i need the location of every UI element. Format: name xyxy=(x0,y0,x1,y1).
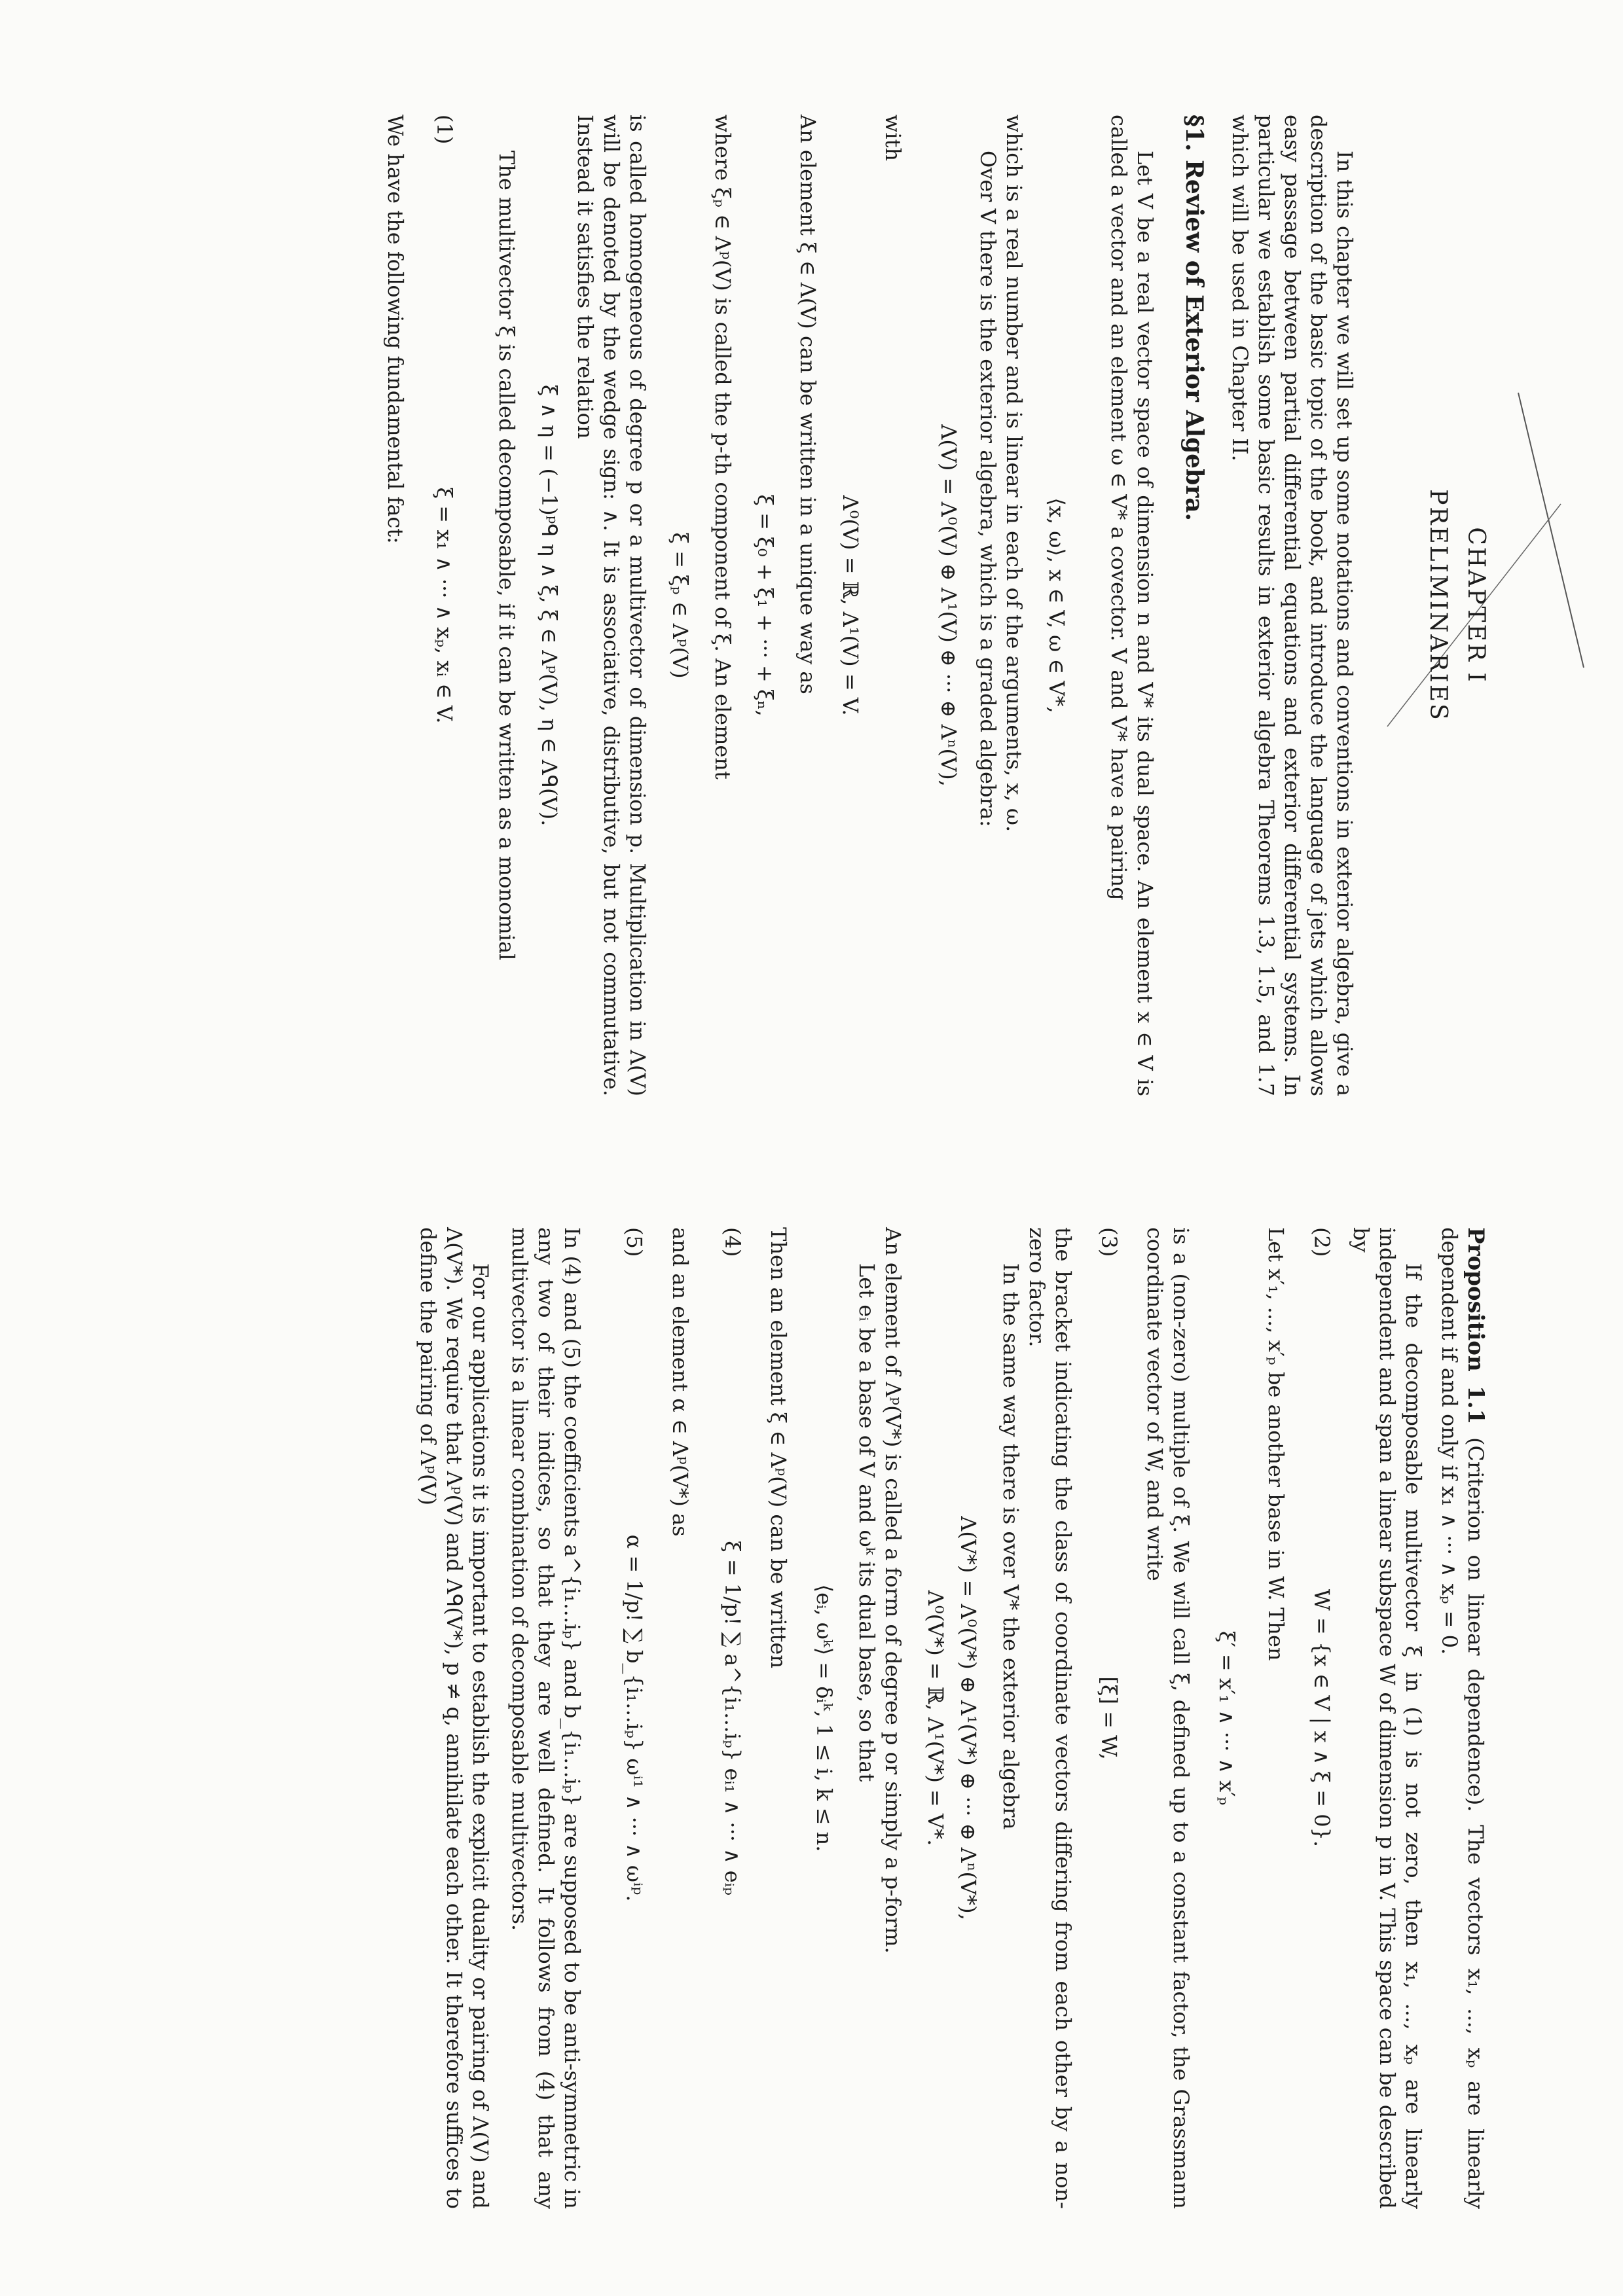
chapter-title: CHAPTER I xyxy=(1463,527,1489,684)
equation-graded-commutativity: ξ ∧ η = (−1)ᵖᑫ η ∧ ξ, ξ ∈ Λᵖ(V), η ∈ Λᑫ(V). xyxy=(537,384,562,827)
line-p-form: An element of Λᵖ(V*) is called a form of degree p or simply a p-form. xyxy=(881,1227,905,1954)
equation-exterior-algebra: Λ(V) = Λ⁰(V) ⊕ Λ¹(V) ⊕ ··· ⊕ Λⁿ(V), xyxy=(936,424,961,787)
proposition-1-1 xyxy=(1436,1227,1489,2209)
line-another-base: Let x′₁, ..., x′ₚ be another base in W. Then xyxy=(1264,1227,1288,1661)
line-exterior-algebra: Over V there is the exterior algebra, which is a graded algebra: xyxy=(976,151,1000,827)
equation-homogeneous: ξ = ξₚ ∈ Λᵖ(V) xyxy=(668,532,693,679)
line-dual-base: Let eᵢ be a base of V and ωᵏ its dual base, so that xyxy=(854,1263,879,1782)
line-bilinear: which is a real number and is linear in each of the arguments, x, ω. xyxy=(1002,115,1027,833)
equation-1: ξ = x₁ ∧ ··· ∧ xₚ, xᵢ ∈ V. xyxy=(432,487,457,724)
equation-number-1: (1) xyxy=(432,115,457,145)
para-bracket: the bracket indicating the class of coordinate vectors differing from each other by a non-zero factor. xyxy=(1025,1227,1076,2209)
chapter-subtitle: PRELIMINARIES xyxy=(1425,489,1451,722)
section-heading: §1. Review of Exterior Algebra. xyxy=(1180,115,1208,522)
equation-5-row xyxy=(621,1227,647,2209)
equation-1-row xyxy=(431,115,458,1096)
equation-4: ξ = 1/p! ∑ a^{i₁…iₚ} eᵢ₁ ∧ ··· ∧ eᵢₚ xyxy=(720,1541,745,1895)
proposition-text: (Criterion on linear dependence). The vectors x₁, ..., xₚ are linearly dependent if and only if x₁ ∧ ··· ∧ xₚ = 0. xyxy=(1437,1227,1488,2210)
para-homogeneous: is called homogeneous of degree p or a multivector of dimension p. Multiplication in Λ(V) will be denoted by the wedge sign: ∧. It is associative, distributive, but not commutative. Instead it satisfies the relation xyxy=(573,115,650,1096)
equation-number-2: (2) xyxy=(1309,1227,1334,1257)
equation-dual-exterior-algebra: Λ(V*) = Λ⁰(V*) ⊕ Λ¹(V*) ⊕ ··· ⊕ Λⁿ(V*), xyxy=(956,1516,981,1920)
equation-3: [ξ] = W, xyxy=(1097,1676,1122,1760)
equation-pairing: ⟨x, ω⟩, x ∈ V, ω ∈ V*, xyxy=(1044,497,1069,713)
para-subspace: If the decomposable multivector ξ in (1) is not zero, then x₁, ..., xₚ are linearly independent and span a linear subspace W of dimension p in V. This space can be described by xyxy=(1349,1227,1426,2209)
equation-number-3: (3) xyxy=(1097,1227,1122,1257)
para-duality: For our applications it is important to establish the explicit duality or pairing of Λ(V) and Λ(V*). We require that Λᵖ(V) and Λᑫ(V*), p ≠ q, annihilate each other. It therefore suffices to define the pairing of Λᵖ(V) xyxy=(416,1227,493,2209)
line-dual-exterior-intro: In the same way there is over V* the exterior algebra xyxy=(998,1263,1023,1830)
line-p-th-component: where ξₚ ∈ Λᵖ(V) is called the p-th component of ξ. An element xyxy=(710,115,735,780)
equation-number-5: (5) xyxy=(622,1227,647,1257)
word-with: with xyxy=(881,115,905,162)
equation-kronecker: ⟨eᵢ, ωᵏ⟩ = δᵢᵏ, 1 ≤ i, k ≤ n. xyxy=(812,1584,837,1852)
equation-sum-components: ξ = ξ₀ + ξ₁ + ··· + ξₙ, xyxy=(753,494,778,717)
equation-number-4: (4) xyxy=(720,1227,745,1257)
equation-5: α = 1/p! ∑ b_{i₁…iₚ} ωⁱ¹ ∧ ··· ∧ ωⁱᵖ. xyxy=(622,1534,647,1902)
equation-xi-prime: ξ′ = x′₁ ∧ ··· ∧ x′ₚ xyxy=(1214,1630,1239,1806)
equation-4-row xyxy=(720,1227,746,2209)
equation-2: W = {x ∈ V | x ∧ ξ = 0}. xyxy=(1309,1588,1334,1848)
intro-paragraph: In this chapter we will set up some notations and conventions in exterior algebra, give a description of the basic topic of the book, and introduce the language of jets which allows easy passage between partial differential equations and exterior differential systems. In particular we establish some basic results in exterior algebra Theorems 1.3, 1.5, and 1.7 which will be used in Chapter II. xyxy=(1228,115,1357,1096)
equation-2-row xyxy=(1309,1227,1335,2209)
equation-lambda-0-1: Λ⁰(V) = ℝ, Λ¹(V) = V. xyxy=(838,495,863,716)
line-unique-decomposition: An element ξ ∈ Λ(V) can be written in a unique way as xyxy=(795,115,820,694)
para-decomposable: The multivector ξ is called decomposable, if it can be written as a monomial xyxy=(494,151,519,961)
equation-3-row xyxy=(1096,1227,1122,2209)
right-page xyxy=(114,1227,1489,2209)
line-element-alpha: and an element α ∈ Λᵖ(V*) as xyxy=(668,1227,693,1537)
para-antisymmetric: In (4) and (5) the coefficients a^{i₁…iₚ} and b_{i₁…iₚ} are supposed to be anti-symmetric in any two of their indices, so that they are well defined. It follows from (4) that any multivector is a linear combination of decomposable multivectors. xyxy=(507,1227,585,2209)
para-grassmann: is a (non-zero) multiple of ξ. We will call ξ, defined up to a constant factor, the Grassmann coordinate vector of W, and write xyxy=(1142,1227,1194,2209)
para-vector-space: Let V be a real vector space of dimension n and V* its dual space. An element x ∈ V is called a vector and an element ω ∈ V* a covector. V and V* have a pairing xyxy=(1106,115,1158,1096)
line-then-element: Then an element ξ ∈ Λᵖ(V) can be written xyxy=(766,1227,791,1668)
line-fundamental-fact: We have the following fundamental fact: xyxy=(383,115,408,544)
equation-dual-lambda-0-1: Λ⁰(V*) = ℝ, Λ¹(V*) = V*. xyxy=(923,1590,948,1846)
left-page xyxy=(114,115,1489,1096)
proposition-label: Proposition 1.1 xyxy=(1463,1227,1489,1425)
pencil-stroke-long xyxy=(1518,393,1584,668)
